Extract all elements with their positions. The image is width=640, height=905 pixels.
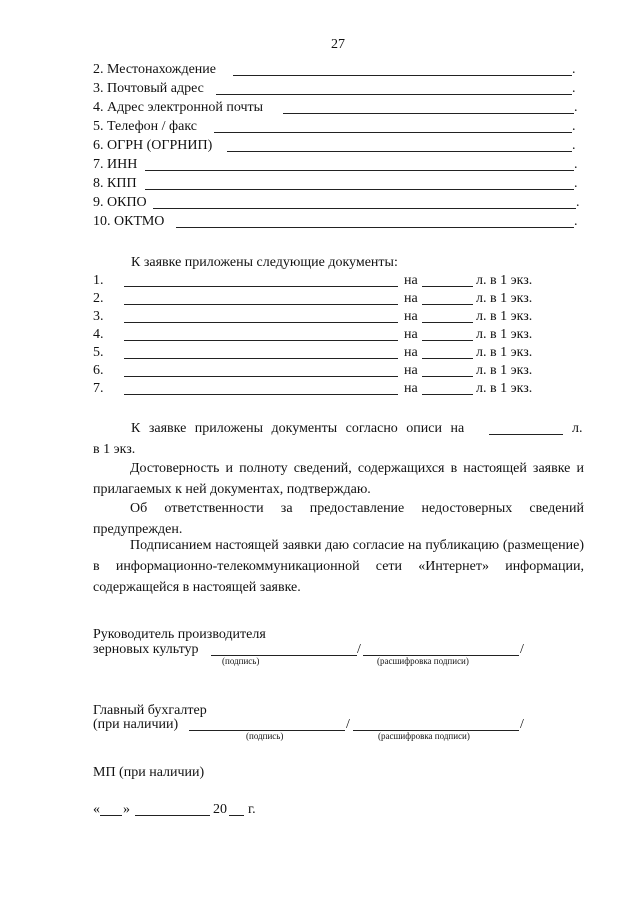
head-title-line2: зерновых культур — [93, 642, 199, 657]
document-name-line[interactable] — [124, 286, 398, 287]
field-line-inn[interactable] — [145, 170, 574, 171]
inventory-pages-unit: л. — [572, 421, 583, 436]
date-close-quote: » — [123, 802, 130, 817]
document-name-line[interactable] — [124, 358, 398, 359]
document-name-line[interactable] — [124, 304, 398, 305]
document-row-number: 6. — [93, 363, 104, 378]
field-period: . — [572, 138, 576, 153]
stamp-label: МП (при наличии) — [93, 765, 205, 780]
head-slash-left: / — [357, 642, 361, 657]
document-name-line[interactable] — [124, 340, 398, 341]
field-period: . — [576, 195, 580, 210]
document-on-label: на — [404, 381, 418, 396]
document-name-line[interactable] — [124, 322, 398, 323]
reliability-paragraph: Достоверность и полноту сведений, содержащихся в настоящей заявке и прилагаемых к ней документах, подтверждаю. — [93, 461, 584, 497]
document-pages-line[interactable] — [422, 340, 473, 341]
accountant-slash-left: / — [346, 717, 350, 732]
field-label-email: 4. Адрес электронной почты — [93, 100, 264, 115]
date-month-line[interactable] — [135, 815, 210, 816]
inventory-copies: в 1 экз. — [93, 442, 136, 457]
document-pages-line[interactable] — [422, 304, 473, 305]
field-period: . — [572, 119, 576, 134]
head-signature-caption: (подпись) — [222, 656, 260, 666]
field-line-postal-address[interactable] — [216, 94, 572, 95]
document-pages-line[interactable] — [422, 376, 473, 377]
documents-heading: К заявке приложены следующие документы: — [131, 255, 398, 270]
field-label-postal-address: 3. Почтовый адрес — [93, 81, 204, 96]
date-year-suffix: г. — [248, 802, 256, 817]
document-copies-label: л. в 1 экз. — [476, 363, 533, 378]
field-period: . — [572, 81, 576, 96]
field-line-okpo[interactable] — [153, 208, 576, 209]
head-slash-right: / — [520, 642, 524, 657]
field-label-location: 2. Местонахождение — [93, 62, 217, 77]
document-pages-line[interactable] — [422, 286, 473, 287]
document-row-number: 7. — [93, 381, 104, 396]
document-name-line[interactable] — [124, 376, 398, 377]
document-row-number: 5. — [93, 345, 104, 360]
field-line-email[interactable] — [283, 113, 574, 114]
document-on-label: на — [404, 327, 418, 342]
field-label-phone-fax: 5. Телефон / факс — [93, 119, 198, 134]
responsibility-paragraph: Об ответственности за предоставление недостоверных сведений предупрежден. — [93, 501, 584, 537]
document-on-label: на — [404, 345, 418, 360]
head-title-line1: Руководитель производителя — [93, 627, 266, 642]
field-period: . — [574, 214, 578, 229]
document-row-number: 2. — [93, 291, 104, 306]
date-year-line[interactable] — [229, 815, 244, 816]
date-year-prefix: 20 — [213, 802, 227, 817]
field-label-inn: 7. ИНН — [93, 157, 138, 172]
field-line-kpp[interactable] — [145, 189, 574, 190]
field-period: . — [574, 100, 578, 115]
field-period: . — [574, 176, 578, 191]
field-label-ogrn: 6. ОГРН (ОГРНИП) — [93, 138, 213, 153]
head-decoding-caption: (расшифровка подписи) — [377, 656, 469, 666]
accountant-title-line2: (при наличии) — [93, 717, 179, 732]
document-on-label: на — [404, 309, 418, 324]
document-on-label: на — [404, 363, 418, 378]
document-on-label: на — [404, 291, 418, 306]
accountant-signature-caption: (подпись) — [246, 731, 284, 741]
field-label-okpo: 9. ОКПО — [93, 195, 147, 210]
field-period: . — [572, 62, 576, 77]
document-row-number: 3. — [93, 309, 104, 324]
document-copies-label: л. в 1 экз. — [476, 345, 533, 360]
inventory-text: К заявке приложены документы согласно описи на — [131, 421, 465, 436]
date-day-line[interactable] — [100, 815, 122, 816]
document-copies-label: л. в 1 экз. — [476, 273, 533, 288]
field-period: . — [574, 157, 578, 172]
page-number: 27 — [331, 37, 345, 52]
document-pages-line[interactable] — [422, 394, 473, 395]
document-row-number: 1. — [93, 273, 104, 288]
field-label-kpp: 8. КПП — [93, 176, 137, 191]
inventory-pages-line[interactable] — [489, 434, 563, 435]
document-copies-label: л. в 1 экз. — [476, 381, 533, 396]
date-open-quote: « — [93, 802, 100, 817]
document-copies-label: л. в 1 экз. — [476, 327, 533, 342]
field-line-ogrn[interactable] — [227, 151, 572, 152]
document-pages-line[interactable] — [422, 322, 473, 323]
field-label-oktmo: 10. ОКТМО — [93, 214, 165, 229]
document-on-label: на — [404, 273, 418, 288]
accountant-decoding-caption: (расшифровка подписи) — [378, 731, 470, 741]
document-row-number: 4. — [93, 327, 104, 342]
document-copies-label: л. в 1 экз. — [476, 291, 533, 306]
document-pages-line[interactable] — [422, 358, 473, 359]
field-line-phone-fax[interactable] — [214, 132, 572, 133]
document-copies-label: л. в 1 экз. — [476, 309, 533, 324]
document-name-line[interactable] — [124, 394, 398, 395]
field-line-oktmo[interactable] — [176, 227, 574, 228]
accountant-title-line1: Главный бухгалтер — [93, 703, 207, 718]
consent-paragraph: Подписанием настоящей заявки даю согласие на публикацию (размещение) в информационно-телекоммуникационной сети «Интернет» информации, содержащейся в настоящей заявке. — [93, 538, 584, 595]
field-line-location[interactable] — [233, 75, 572, 76]
accountant-slash-right: / — [520, 717, 524, 732]
